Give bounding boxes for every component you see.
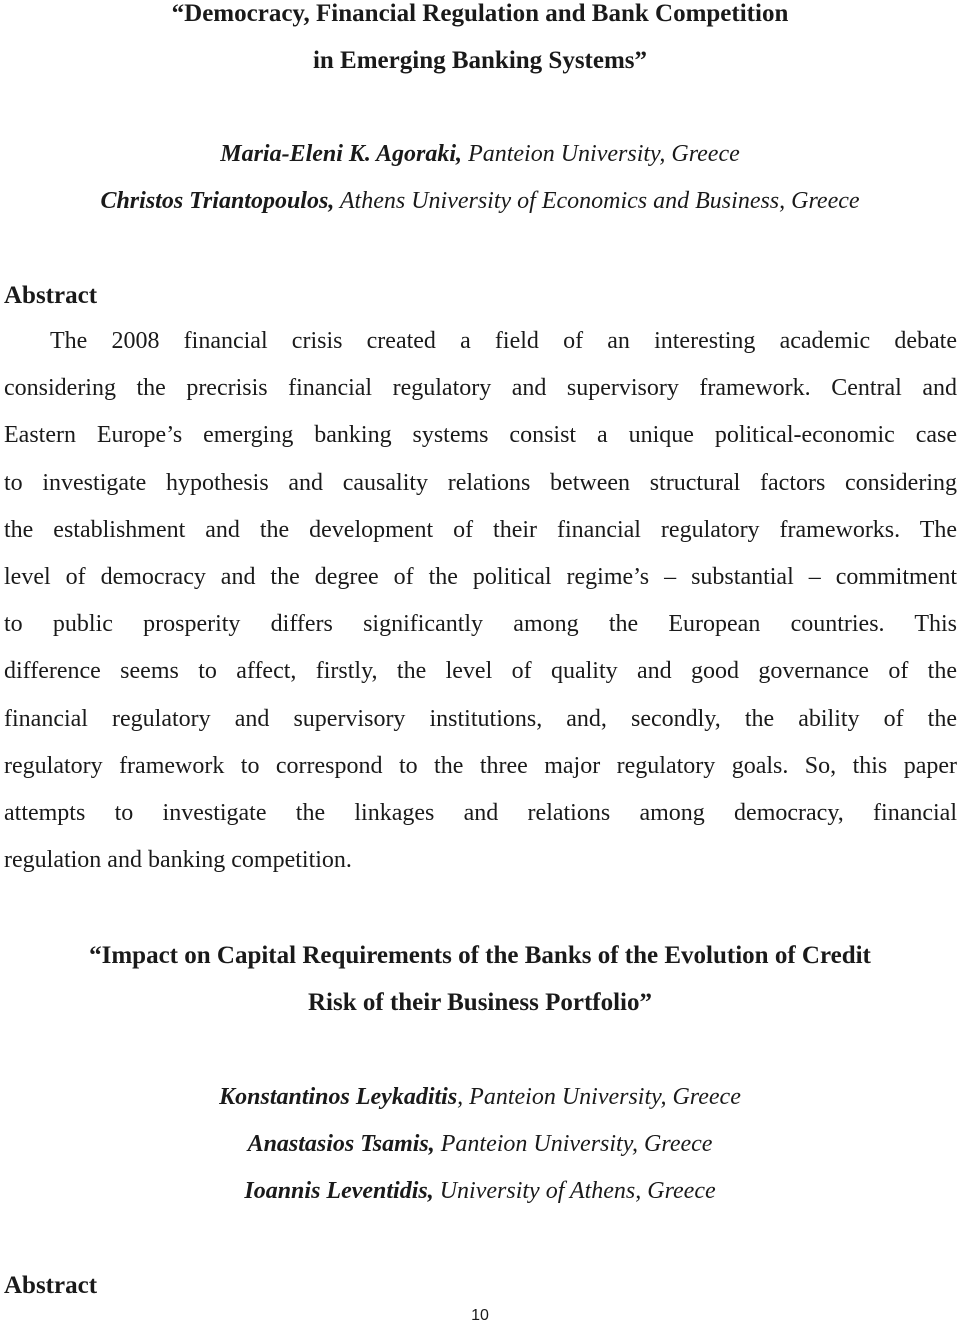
paper1-abstract-heading: Abstract (4, 282, 98, 309)
abstract-line: regulatory framework to correspond to the three major regulatory goals. So, this paper (4, 752, 957, 779)
author-affiliation: , Panteion University, Greece (457, 1084, 741, 1110)
author-name: Christos Triantopoulos, (100, 188, 335, 214)
paper2-title-line: Risk of their Business Portfolio” (308, 989, 652, 1016)
author-affiliation: Panteion University, Greece (434, 1131, 713, 1157)
abstract-line: to investigate hypothesis and causality relations between structural factors considering (4, 469, 957, 496)
paper2-author-3 (0, 1168, 960, 1215)
abstract-line: attempts to investigate the linkages and relations among democracy, financial (4, 799, 957, 826)
paper2-author-1 (0, 1074, 960, 1121)
author-affiliation: University of Athens, Greece (433, 1178, 716, 1204)
paper1-title-line: “Democracy, Financial Regulation and Bank Competition (171, 0, 789, 27)
paper2-title (0, 932, 960, 1026)
author-name: Ioannis Leventidis, (244, 1178, 434, 1204)
page-number: 10 (471, 1307, 489, 1324)
abstract-line: financial regulatory and supervisory institutions, and, secondly, the ability of the (4, 705, 957, 732)
abstract-line: regulation and banking competition. (4, 847, 352, 874)
paper2-abstract-heading: Abstract (4, 1272, 98, 1299)
abstract-line: to public prosperity differs significantly among the European countries. This (4, 611, 957, 638)
abstract-line: level of democracy and the degree of the political regime’s – substantial – commitment (4, 563, 957, 590)
paper1-title-line: in Emerging Banking Systems” (312, 47, 648, 74)
author-name: Anastasios Tsamis, (247, 1131, 435, 1157)
paper2-authors (0, 1074, 960, 1215)
paper1-authors (0, 131, 960, 225)
paper1-title (0, 0, 960, 84)
author-name: Konstantinos Leykaditis (219, 1084, 458, 1110)
paper1-abstract-body (4, 318, 957, 884)
abstract-line: considering the precrisis financial regulatory and supervisory framework. Central and (4, 375, 957, 402)
author-name: Maria-Eleni K. Agoraki, (220, 141, 463, 167)
paper2-title-line: “Impact on Capital Requirements of the Banks of the Evolution of Credit (89, 942, 871, 969)
paper1-author-1 (0, 131, 960, 178)
abstract-line: Eastern Europe’s emerging banking systems consist a unique political-economic case (4, 422, 957, 449)
abstract-line: difference seems to affect, firstly, the level of quality and good governance of the (4, 658, 957, 685)
abstract-line: the establishment and the development of their financial regulatory frameworks. The (4, 516, 957, 543)
paper1-author-2 (0, 178, 960, 225)
paper2-author-2 (0, 1121, 960, 1168)
author-affiliation: Panteion University, Greece (462, 141, 740, 167)
author-affiliation: Athens University of Economics and Business, Greece (334, 188, 860, 214)
abstract-line: The 2008 financial crisis created a field of an interesting academic debate (50, 328, 957, 354)
